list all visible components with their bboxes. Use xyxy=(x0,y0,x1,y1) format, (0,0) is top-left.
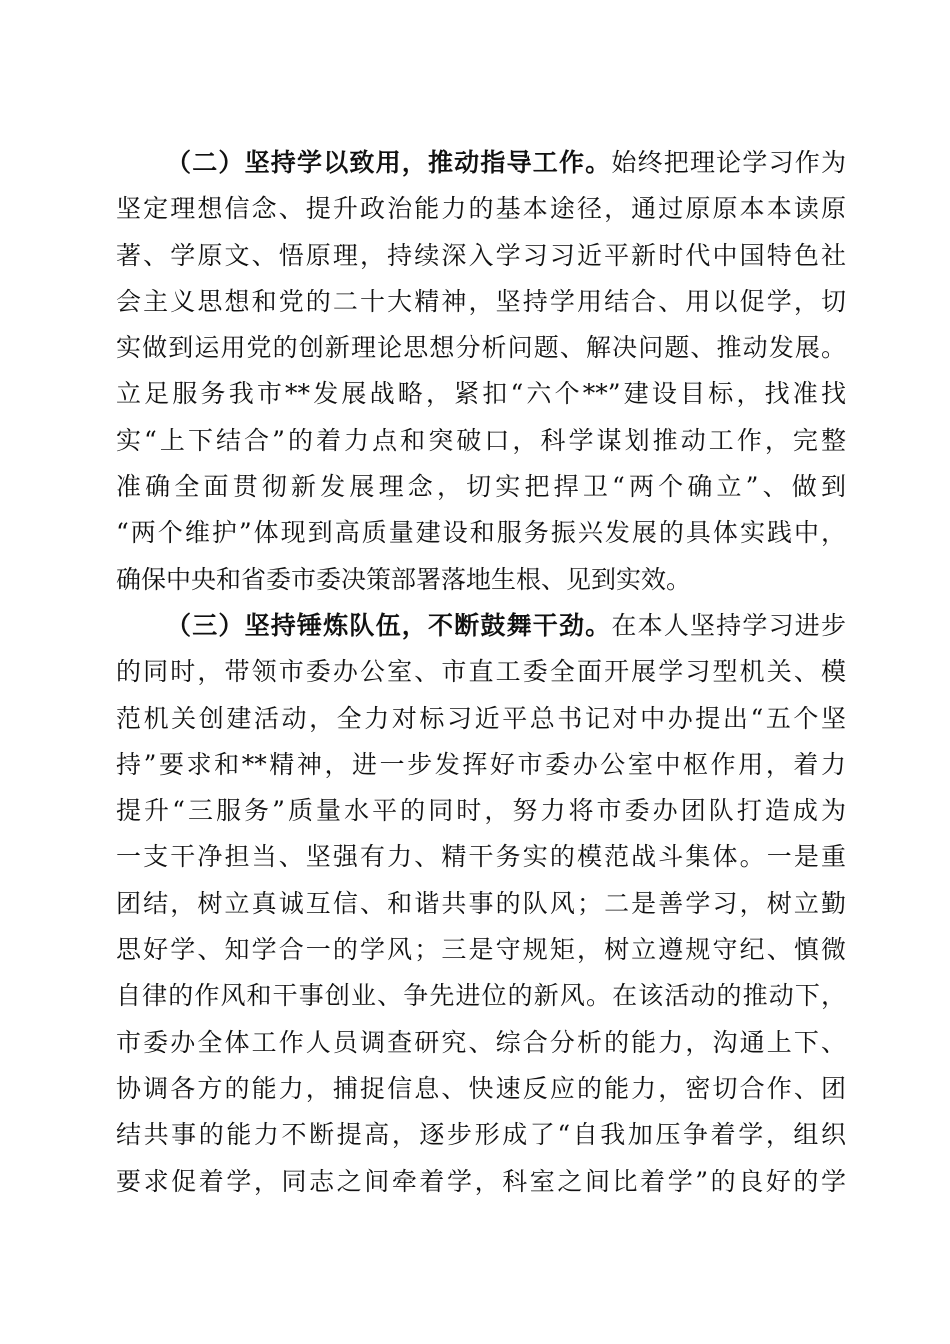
section2-heading: （二）坚持学以致用，推动指导工作。 xyxy=(166,148,612,177)
paragraph-line: 会主义思想和党的二十大精神，坚持学用结合、用以促学，切 xyxy=(116,286,846,316)
paragraph-line: 市委办全体工作人员调查研究、综合分析的能力，沟通上下、 xyxy=(116,1027,846,1057)
section2-line-1 xyxy=(116,140,846,186)
section3-line-1 xyxy=(116,603,846,649)
paragraph-line: 实做到运用党的创新理论思想分析问题、解决问题、推动发展。 xyxy=(116,333,846,363)
paragraph-line: 协调各方的能力，捕捉信息、快速反应的能力，密切合作、团 xyxy=(116,1073,846,1103)
paragraph-line: 一支干净担当、坚强有力、精干务实的模范战斗集体。一是重 xyxy=(116,842,846,872)
paragraph-line: 实“上下结合”的着力点和突破口，科学谋划推动工作，完整 xyxy=(116,425,846,455)
paragraph-line: 结共事的能力不断提高，逐步形成了“自我加压争着学，组织 xyxy=(116,1120,846,1150)
paragraph-line: 著、学原文、悟原理，持续深入学习习近平新时代中国特色社 xyxy=(116,240,846,270)
paragraph-line: 准确全面贯彻新发展理念，切实把捍卫“两个确立”、做到 xyxy=(116,472,846,502)
paragraph-line: 要求促着学，同志之间牵着学，科室之间比着学”的良好的学 xyxy=(116,1166,846,1196)
section3-text: 在本人坚持学习进步 xyxy=(611,610,846,640)
paragraph-line: 提升“三服务”质量水平的同时，努力将市委办团队打造成为 xyxy=(116,796,846,826)
paragraph-line: 立足服务我市**发展战略，紧扣“六个**”建设目标，找准找 xyxy=(116,379,846,409)
section2-text: 始终把理论学习作为 xyxy=(611,148,846,177)
paragraph-line: 的同时，带领市委办公室、市直工委全面开展学习型机关、模 xyxy=(116,657,846,687)
paragraph-line: 持”要求和**精神，进一步发挥好市委办公室中枢作用，着力 xyxy=(116,749,846,779)
paragraph-line: 团结，树立真诚互信、和谐共事的队风；二是善学习，树立勤 xyxy=(116,888,846,918)
paragraph-line: 范机关创建活动，全力对标习近平总书记对中办提出“五个坚 xyxy=(116,703,846,733)
paragraph-line: “两个维护”体现到高质量建设和服务振兴发展的具体实践中， xyxy=(116,518,846,548)
document-body xyxy=(116,140,846,1205)
paragraph-line: 思好学、知学合一的学风；三是守规矩，树立遵规守纪、慎微 xyxy=(116,935,846,965)
paragraph-line: 确保中央和省委市委决策部署落地生根、见到实效。 xyxy=(116,564,692,594)
paragraph-line: 坚定理想信念、提升政治能力的基本途径，通过原原本本读原 xyxy=(116,194,846,224)
section3-heading: （三）坚持锤炼队伍，不断鼓舞干劲。 xyxy=(166,610,612,640)
paragraph-line: 自律的作风和干事创业、争先进位的新风。在该活动的推动下， xyxy=(116,981,846,1011)
